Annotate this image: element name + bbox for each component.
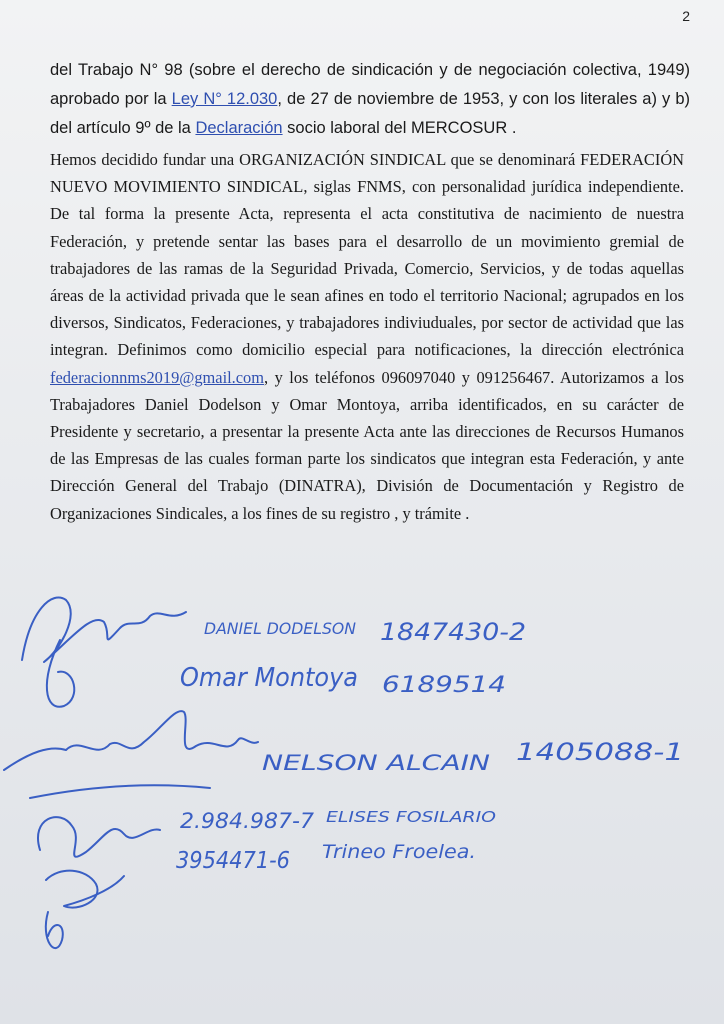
signature-scribble xyxy=(22,598,186,663)
law-link[interactable]: Ley N° 12.030 xyxy=(171,90,278,108)
hand-name-5: Trineo Froelea. xyxy=(322,841,476,863)
signature-scribble xyxy=(47,640,74,707)
hand-name-2: Omar Montoya xyxy=(180,663,358,693)
signature-scribble xyxy=(30,785,210,798)
paragraph-text: Hemos decidido fundar una ORGANIZACIÓN SINDICAL que se denominará FEDERACIÓN NUEVO MOVIMIENTO SINDICAL, siglas FNMS, con personalidad jurídica independiente. De tal forma la presente Acta, representa el acta constitutiva de nacimiento de nuestra Federación, y pretende sentar las bases para el desarrollo de un movimiento gremial de trabajadores de las ramas de la Seguridad Privada, Comercio, Servicios, y de todas aquellas áreas de la actividad privada que le sean afines en todo el territorio Nacional; agrupados en los diversos, Sindicatos, Federaciones, y trabajadores indiviuduales, por sector de actividad que las integran. Definimos como domicilio especial para notificaciones, la dirección electrónica xyxy=(50,150,684,360)
signature-scribble xyxy=(46,912,63,948)
paragraph-text: , de 27 de noviembre de 1953, y con los literales a) y b) del artículo 9º de la xyxy=(50,90,690,137)
signature-scribble xyxy=(4,711,258,770)
hand-id-1: 1847430-2 xyxy=(380,618,526,646)
hand-name-1: DANIEL DODELSON xyxy=(204,619,357,638)
email-link[interactable]: federacionnms2019@gmail.com xyxy=(50,367,264,387)
paragraph-text: del Trabajo N° 98 (sobre el derecho de sindicación y de negociación colectiva, 1949) aprobado por la xyxy=(50,61,690,108)
hand-id-2: 6189514 xyxy=(382,673,506,698)
declaration-link[interactable]: Declaración xyxy=(195,119,283,137)
signature-scribble xyxy=(46,871,124,908)
paragraph-text: , y los teléfonos 096097040 y 091256467. Autorizamos a los Trabajadores Daniel Dodelson y Omar Montoya, arriba identificados, en su carácter de Presidente y secretario, a presentar la presente Acta ante las direcciones de Recursos Humanos de las Empresas de las cuales forman parte los sindicatos que integran esta Federación, y ante Dirección General del Trabajo (DINATRA), División de Documentación y Registro de Organizaciones Sindicales, a los fines de su registro , y trámite . xyxy=(50,367,684,523)
hand-id-3: 1405088-1 xyxy=(516,738,684,766)
hand-id-5: 3954471-6 xyxy=(176,848,290,874)
hand-id-4: 2.984.987-7 xyxy=(180,809,315,833)
hand-name-4: ELISES FOSILARIO xyxy=(326,808,497,826)
paragraph-text: socio laboral del MERCOSUR . xyxy=(282,119,517,137)
hand-name-3: NELSON ALCAIN xyxy=(262,751,491,775)
signature-scribble xyxy=(38,817,160,857)
page-number: 2 xyxy=(682,8,690,24)
